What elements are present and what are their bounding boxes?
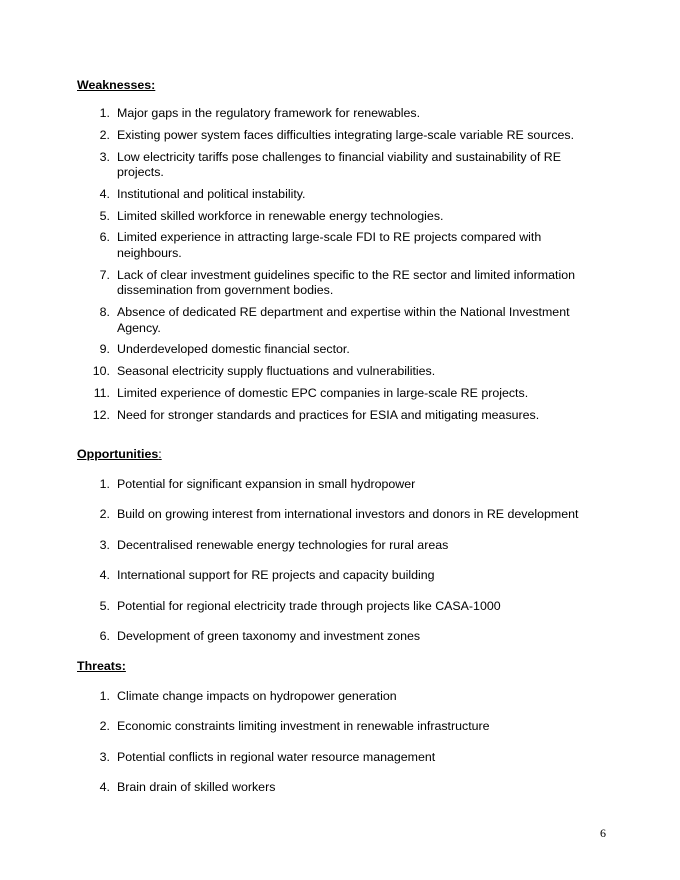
list-item-text: Economic constraints limiting investment in renewable infrastructure xyxy=(117,719,490,734)
list-item-number: 1. xyxy=(99,106,110,120)
list-item-text: Potential for regional electricity trade through projects like CASA-1000 xyxy=(117,598,501,613)
list-item-number: 11. xyxy=(93,385,110,400)
list-item-number: 12. xyxy=(92,407,110,422)
list-item-text: Potential conflicts in regional water resource management xyxy=(117,749,436,764)
list-item-text: Need for stronger standards and practices for ESIA and mitigating measures. xyxy=(117,407,540,422)
list-item-number: 8. xyxy=(99,305,110,320)
list-item-text: Decentralised renewable energy technologies for rural areas xyxy=(117,537,449,552)
list-item-number: 7. xyxy=(99,267,110,282)
opportunities-heading-text: Opportunities xyxy=(77,447,159,461)
list-item xyxy=(77,187,587,203)
list-item-number: 2. xyxy=(99,719,110,734)
threats-list xyxy=(77,689,587,811)
list-item-number: 2. xyxy=(99,507,110,522)
list-item xyxy=(77,750,587,766)
list-item-number: 6. xyxy=(99,230,110,245)
list-item xyxy=(77,477,587,493)
opportunities-list xyxy=(77,477,587,659)
list-item xyxy=(77,386,587,402)
weaknesses-heading: Weaknesses: xyxy=(77,78,156,92)
list-item-text: Limited experience in attracting large-scale FDI to RE projects compared with neighbours. xyxy=(117,230,542,260)
list-item xyxy=(77,230,587,261)
list-item-number: 6. xyxy=(99,628,110,643)
list-item-text: Existing power system faces difficulties integrating large-scale variable RE sources. xyxy=(117,127,575,142)
list-item xyxy=(77,106,587,122)
list-item xyxy=(77,209,587,225)
list-item-number: 10. xyxy=(92,364,110,379)
list-item xyxy=(77,268,587,299)
list-item-text: Low electricity tariffs pose challenges to financial viability and sustainability of RE projects. xyxy=(117,149,561,180)
list-item xyxy=(77,538,587,554)
list-item-number: 4. xyxy=(99,568,110,583)
list-item-text: Underdeveloped domestic financial sector. xyxy=(117,342,350,357)
list-item xyxy=(77,128,587,144)
list-item-number: 4. xyxy=(99,186,110,201)
weaknesses-list xyxy=(77,106,587,430)
list-item-text: Absence of dedicated RE department and expertise within the National Investment Agency. xyxy=(117,305,570,335)
list-item-number: 4. xyxy=(99,780,110,795)
list-item xyxy=(77,150,587,181)
list-item-text: Climate change impacts on hydropower generation xyxy=(117,689,397,703)
list-item-number: 1. xyxy=(99,477,110,491)
list-item-text: Development of green taxonomy and investment zones xyxy=(117,628,421,643)
list-item-number: 5. xyxy=(99,208,110,223)
list-item xyxy=(77,507,587,523)
list-item-number: 3. xyxy=(99,749,110,764)
list-item xyxy=(77,364,587,380)
opportunities-heading xyxy=(77,446,162,462)
list-item-text: Institutional and political instability. xyxy=(117,186,306,201)
list-item xyxy=(77,305,587,336)
page-number: 6 xyxy=(600,826,606,840)
list-item xyxy=(77,408,587,424)
list-item xyxy=(77,689,587,705)
list-item xyxy=(77,342,587,358)
list-item-text: Limited experience of domestic EPC companies in large-scale RE projects. xyxy=(117,385,529,400)
list-item-text: Potential for significant expansion in small hydropower xyxy=(117,477,416,491)
list-item xyxy=(77,719,587,735)
list-item-number: 2. xyxy=(99,127,110,142)
list-item-number: 3. xyxy=(99,537,110,552)
list-item-text: Seasonal electricity supply fluctuations and vulnerabilities. xyxy=(117,364,436,379)
list-item-number: 3. xyxy=(99,149,110,164)
list-item-text: Major gaps in the regulatory framework for renewables. xyxy=(117,106,421,120)
list-item xyxy=(77,780,587,796)
list-item-number: 5. xyxy=(99,598,110,613)
list-item-text: Build on growing interest from international investors and donors in RE development xyxy=(117,507,579,522)
list-item-text: Lack of clear investment guidelines specific to the RE sector and limited information dissemination from government bodies. xyxy=(117,267,575,298)
list-item xyxy=(77,599,587,615)
list-item-text: Brain drain of skilled workers xyxy=(117,780,276,795)
list-item xyxy=(77,629,587,645)
list-item-text: Limited skilled workforce in renewable energy technologies. xyxy=(117,208,444,223)
list-item xyxy=(77,568,587,584)
list-item-number: 1. xyxy=(99,689,110,703)
opportunities-heading-colon: : xyxy=(158,447,162,461)
threats-heading: Threats: xyxy=(77,659,126,673)
list-item-number: 9. xyxy=(99,342,110,357)
list-item-text: International support for RE projects and capacity building xyxy=(117,568,435,583)
